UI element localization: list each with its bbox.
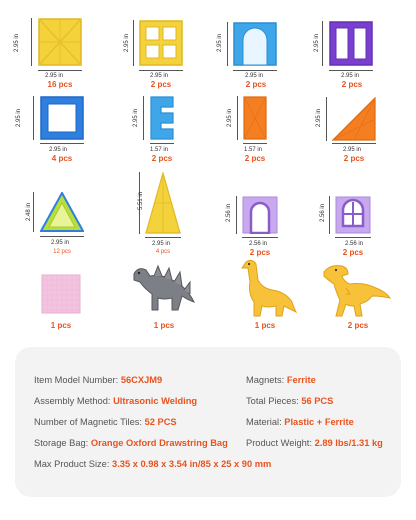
spec-total: [246, 397, 333, 406]
height-line: [322, 21, 323, 66]
spec-model: [34, 376, 162, 385]
width-line: [40, 143, 84, 144]
spec-material: [246, 418, 354, 427]
brachiosaurus-figure: [236, 258, 298, 318]
pink-base-plate: [41, 274, 81, 314]
width-line: [145, 237, 181, 238]
spec-size: [34, 460, 271, 469]
height-label: 2.56 in: [226, 203, 232, 222]
height-line: [326, 97, 327, 141]
spec-assembly: [34, 397, 197, 406]
blue-e-shape-tile: [150, 96, 174, 140]
purple-arch-door-square: [242, 196, 278, 234]
height-label: 2.95 in: [14, 33, 20, 52]
width-label: 2.95 in: [152, 241, 171, 247]
count-label: 12 pcs: [53, 249, 71, 255]
spec-value: 56 PCS: [301, 396, 334, 406]
count-label: 4 pcs: [155, 249, 171, 255]
width-label: 2.95 in: [245, 73, 264, 79]
width-label: 1.57 in: [150, 147, 169, 153]
width-label: 2.56 in: [249, 241, 268, 247]
spec-bag: [34, 439, 228, 448]
spec-label: Item Model Number:: [34, 375, 119, 385]
height-label: 2.95 in: [124, 33, 130, 52]
height-label: 2.56 in: [320, 203, 326, 222]
height-line: [31, 18, 32, 66]
width-line: [40, 236, 84, 237]
width-line: [243, 143, 267, 144]
height-line: [33, 192, 34, 232]
count-label: 2 pcs: [150, 80, 172, 89]
count-label: 2 pcs: [151, 154, 173, 163]
count-label: 2 pcs: [347, 321, 369, 330]
width-label: 2.95 in: [341, 73, 360, 79]
width-line: [233, 70, 277, 71]
spec-value: Plastic + Ferrite: [284, 417, 354, 427]
spec-label: Total Pieces:: [246, 396, 299, 406]
spec-label: Number of Magnetic Tiles:: [34, 417, 142, 427]
purple-double-window-tile: [329, 21, 373, 66]
width-label: 2.95 in: [51, 240, 70, 246]
count-label: 4 pcs: [51, 154, 73, 163]
width-label: 2.95 in: [49, 147, 68, 153]
width-line: [38, 70, 82, 71]
spec-value: 2.89 lbs/1.31 kg: [314, 438, 383, 448]
width-line: [242, 237, 278, 238]
count-label: 1 pcs: [254, 321, 276, 330]
spec-label: Assembly Method:: [34, 396, 111, 406]
height-line: [227, 22, 228, 66]
purple-window-square: [335, 196, 371, 234]
yellow-window-square-tile: [139, 20, 183, 66]
spec-tiles: [34, 418, 177, 427]
height-label: 2.95 in: [133, 108, 139, 127]
t-rex-figure: [320, 262, 392, 318]
stegosaurus-figure: [128, 262, 200, 318]
height-label: 2.95 in: [316, 108, 322, 127]
height-line: [236, 196, 237, 234]
count-label: 2 pcs: [249, 248, 271, 257]
spec-label: Max Product Size:: [34, 459, 110, 469]
blue-frame-square-tile: [40, 96, 84, 140]
count-label: 1 pcs: [50, 321, 72, 330]
count-label: 2 pcs: [245, 80, 267, 89]
spec-value: Orange Oxford Drawstring Bag: [90, 438, 228, 448]
spec-label: Material:: [246, 417, 282, 427]
yellow-square-tile: [38, 18, 82, 66]
spec-value: 3.35 x 0.98 x 3.54 in/85 x 25 x 90 mm: [112, 459, 272, 469]
spec-label: Magnets:: [246, 375, 285, 385]
width-line: [329, 70, 373, 71]
spec-magnets: [246, 376, 316, 385]
yellow-tall-triangle-tile: [145, 172, 181, 234]
height-line: [329, 196, 330, 234]
width-label: 2.56 in: [345, 241, 364, 247]
height-line: [143, 96, 144, 140]
height-label: 2.95 in: [217, 33, 223, 52]
count-label: 2 pcs: [342, 248, 364, 257]
width-line: [150, 143, 174, 144]
height-line: [133, 20, 134, 66]
count-label: 2 pcs: [341, 80, 363, 89]
orange-right-triangle-tile: [332, 97, 376, 141]
height-label: 2.48 in: [26, 202, 32, 221]
count-label: 2 pcs: [343, 154, 365, 163]
count-label: 16 pcs: [47, 80, 73, 89]
height-label: 2.95 in: [227, 108, 233, 127]
count-label: 2 pcs: [244, 154, 266, 163]
spec-value: Ultrasonic Welding: [113, 396, 198, 406]
height-label: 2.95 in: [16, 108, 22, 127]
spec-value: Ferrite: [286, 375, 316, 385]
spec-value: 52 PCS: [144, 417, 177, 427]
blue-arch-door-tile: [233, 22, 277, 66]
spec-label: Product Weight:: [246, 438, 312, 448]
width-label: 2.95 in: [150, 73, 169, 79]
spec-value: 56CXJM9: [120, 375, 163, 385]
height-label: 5.51 in: [138, 191, 144, 210]
width-line: [139, 70, 183, 71]
spec-label: Storage Bag:: [34, 438, 89, 448]
height-label: 2.95 in: [314, 33, 320, 52]
green-equilateral-triangle-tile: [40, 192, 84, 232]
height-line: [33, 96, 34, 140]
orange-rectangle-tile: [243, 96, 267, 140]
width-label: 2.95 in: [45, 73, 64, 79]
width-line: [335, 237, 371, 238]
count-label: 1 pcs: [153, 321, 175, 330]
width-label: 1.57 in: [244, 147, 263, 153]
width-line: [332, 143, 376, 144]
spec-weight: [246, 439, 383, 448]
width-label: 2.95 in: [343, 147, 362, 153]
height-line: [237, 96, 238, 140]
